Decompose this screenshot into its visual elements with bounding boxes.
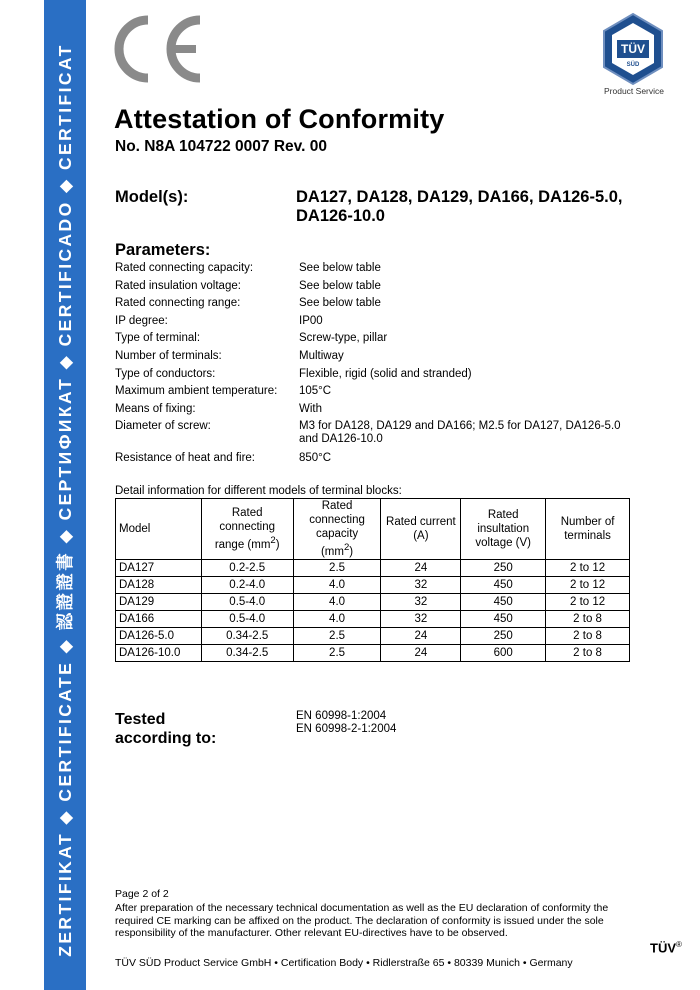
parameter-value: Multiway <box>299 349 344 362</box>
models-label: Model(s): <box>115 188 189 206</box>
cell-capacity: 2.5 <box>293 628 381 645</box>
footer-company-info: TÜV SÜD Product Service GmbH • Certification Body • Ridlerstraße 65 • 80339 Munich • Germany <box>115 957 573 969</box>
parameter-value: See below table <box>299 262 381 274</box>
parameter-row <box>115 297 645 315</box>
parameter-label: Means of fixing: <box>115 402 196 415</box>
cell-terminals: 2 to 8 <box>546 611 630 628</box>
table-row <box>116 577 630 594</box>
parameters-list <box>115 262 645 470</box>
parameter-label: IP degree: <box>115 314 168 327</box>
cell-current: 24 <box>381 560 461 577</box>
parameter-row <box>115 403 645 421</box>
parameter-row <box>115 262 645 280</box>
parameter-label: Resistance of heat and fire: <box>115 452 255 465</box>
parameter-value: 105°C <box>299 385 332 398</box>
column-header-terminals: Number of terminals <box>546 499 630 560</box>
parameter-label: Rated connecting range: <box>115 297 241 310</box>
column-header-voltage: Rated insultation voltage (V) <box>461 499 546 560</box>
cell-terminals: 2 to 12 <box>546 560 630 577</box>
parameter-label: Type of conductors: <box>115 367 216 380</box>
range-header-text: Rated connecting range (mm <box>214 507 276 551</box>
cell-voltage: 450 <box>461 611 546 628</box>
parameter-label: Type of terminal: <box>115 332 201 345</box>
table-header-row <box>116 499 630 560</box>
cell-model: DA126-10.0 <box>116 645 202 662</box>
cell-capacity: 4.0 <box>293 577 381 594</box>
table-row <box>116 611 630 628</box>
cell-model: DA166 <box>116 611 202 628</box>
parameter-label: Rated insulation voltage: <box>115 279 241 292</box>
table-row <box>116 560 630 577</box>
parameter-value: Screw-type, pillar <box>299 332 388 345</box>
tested-label-line1: Tested <box>115 711 166 728</box>
tuv-small-text: TÜV <box>650 940 676 956</box>
detail-table-caption: Detail information for different models of terminal blocks: <box>115 485 402 497</box>
certificate-sidebar-band <box>44 0 86 990</box>
cell-model: DA129 <box>116 594 202 611</box>
cell-terminals: 2 to 8 <box>546 645 630 662</box>
table-row <box>116 594 630 611</box>
cell-model: DA128 <box>116 577 202 594</box>
parameter-row <box>115 315 645 333</box>
parameter-label: Maximum ambient temperature: <box>115 385 278 398</box>
cell-current: 24 <box>381 645 461 662</box>
parameter-value: IP00 <box>299 314 323 327</box>
range-header-sup: 2 <box>270 535 276 547</box>
parameter-label: Diameter of screw: <box>115 420 211 433</box>
cell-voltage: 450 <box>461 577 546 594</box>
ce-mark-logo <box>110 14 204 84</box>
registered-mark: ® <box>676 940 682 949</box>
cell-terminals: 2 to 12 <box>546 594 630 611</box>
cell-range: 0.34-2.5 <box>201 645 293 662</box>
detail-table <box>115 498 630 662</box>
parameter-row <box>115 452 645 470</box>
parameter-value: See below table <box>299 297 381 310</box>
cell-current: 32 <box>381 611 461 628</box>
cell-capacity: 2.5 <box>293 560 381 577</box>
sidebar-certificate-text: ZERTIFIKAT ◆ CERTIFICATE ◆ 認證證書 ◆ СЕРТИФИКАТ ◆ CERTIFICADO ◆ CERTIFICAT <box>55 43 75 957</box>
svg-text:TÜV: TÜV <box>621 42 645 56</box>
cell-capacity: 4.0 <box>293 611 381 628</box>
capacity-header-sup: 2 <box>343 542 350 554</box>
column-header-capacity <box>293 499 381 560</box>
parameter-label: Number of terminals: <box>115 349 222 362</box>
page-title: Attestation of Conformity <box>114 104 445 134</box>
cell-range: 0.34-2.5 <box>201 628 293 645</box>
parameter-value: Flexible, rigid (solid and stranded) <box>299 367 472 380</box>
column-header-current: Rated current (A) <box>381 499 461 560</box>
cell-capacity: 4.0 <box>293 594 381 611</box>
cell-terminals: 2 to 12 <box>546 577 630 594</box>
capacity-header-text: Rated connecting capacity <box>309 500 365 541</box>
cell-current: 32 <box>381 594 461 611</box>
column-header-range <box>201 499 293 560</box>
range-header-close: ) <box>275 538 280 551</box>
cell-model: DA126-5.0 <box>116 628 202 645</box>
parameter-label: Rated connecting capacity: <box>115 262 254 274</box>
page-number: Page 2 of 2 <box>115 888 169 900</box>
cell-range: 0.2-4.0 <box>201 577 293 594</box>
tested-standards <box>296 710 396 736</box>
cell-current: 32 <box>381 577 461 594</box>
parameter-row <box>115 368 645 386</box>
disclaimer-text: After preparation of the necessary technical documentation as well as the EU declaration of conformity the required CE marking can be affixed on the product. The declaration of conformity is issued under the sole responsibility of the manufacturer. Other relevant EU-directives have to be observed. <box>115 902 609 939</box>
cell-range: 0.5-4.0 <box>201 611 293 628</box>
parameter-value: With <box>299 402 322 415</box>
cell-terminals: 2 to 8 <box>546 628 630 645</box>
capacity-header-unit: (mm <box>320 545 344 558</box>
svg-text:SÜD: SÜD <box>626 62 640 68</box>
standard-item: EN 60998-2-1:2004 <box>296 723 397 735</box>
cell-current: 24 <box>381 628 461 645</box>
cell-range: 0.2-2.5 <box>201 560 293 577</box>
parameter-row <box>115 280 645 298</box>
parameter-row <box>115 385 645 403</box>
tested-label-line2: according to: <box>115 730 217 747</box>
cell-range: 0.5-4.0 <box>201 594 293 611</box>
tested-according-label <box>115 710 216 748</box>
parameter-row <box>115 332 645 350</box>
parameter-row <box>115 420 645 452</box>
certificate-number: No. N8A 104722 0007 Rev. 00 <box>115 138 327 155</box>
standard-item: EN 60998-1:2004 <box>296 710 387 722</box>
cell-voltage: 600 <box>461 645 546 662</box>
cell-voltage: 250 <box>461 628 546 645</box>
parameter-value: 850°C <box>299 452 332 465</box>
cell-voltage: 250 <box>461 560 546 577</box>
table-row <box>116 628 630 645</box>
models-value: DA127, DA128, DA129, DA166, DA126-5.0, DA126-10.0 <box>296 188 623 225</box>
column-header-model: Model <box>116 499 202 560</box>
tuv-small-logo <box>650 940 682 955</box>
capacity-header-close: ) <box>349 545 354 558</box>
cell-model: DA127 <box>116 560 202 577</box>
parameter-value: M3 for DA128, DA129 and DA166; M2.5 for DA127, DA126-5.0 and DA126-10.0 <box>299 420 621 446</box>
parameter-value: See below table <box>299 279 381 292</box>
parameters-heading: Parameters: <box>115 241 211 259</box>
parameter-row <box>115 350 645 368</box>
cell-voltage: 450 <box>461 594 546 611</box>
table-row <box>116 645 630 662</box>
cell-capacity: 2.5 <box>293 645 381 662</box>
tuv-sud-logo <box>600 12 666 86</box>
tuv-product-service-caption: Product Service <box>604 86 664 96</box>
